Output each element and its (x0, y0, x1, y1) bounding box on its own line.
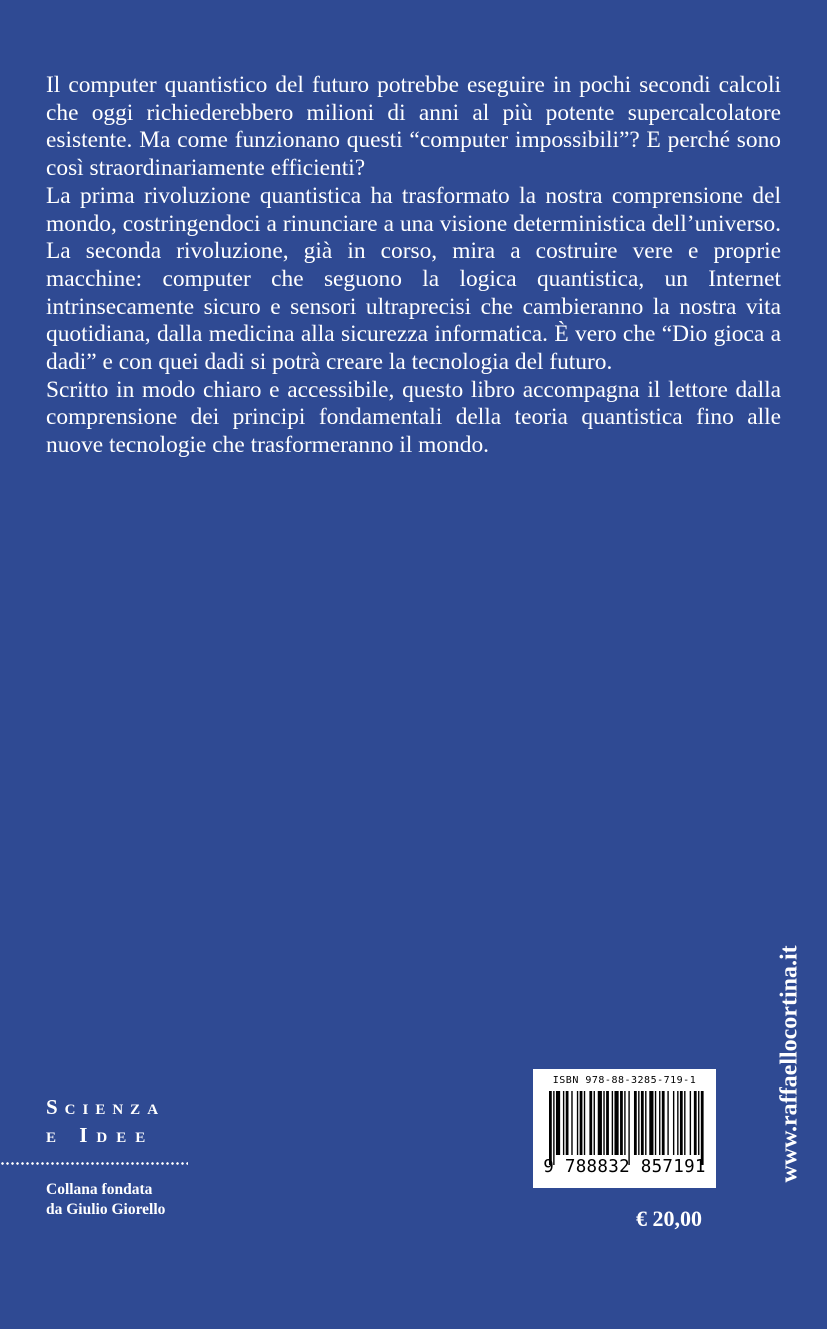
barcode-bar (649, 1091, 653, 1155)
back-cover-blurb (46, 72, 781, 460)
barcode-bar (571, 1091, 572, 1155)
isbn-label: ISBN 978-88-3285-719-1 (552, 1075, 697, 1086)
price-label: € 20,00 (636, 1206, 702, 1231)
barcode-bar (694, 1091, 697, 1155)
series-name-line-2: e Idee (46, 1123, 155, 1147)
barcode-bar (634, 1091, 637, 1155)
barcode-bar (598, 1091, 602, 1155)
barcode-bar (684, 1091, 685, 1155)
publisher-website: www.raffaellocortina.it (776, 945, 803, 1183)
barcode-bar (580, 1091, 583, 1155)
barcode-bar (667, 1091, 668, 1155)
blurb-paragraph-1: Il computer quantistico del futuro potrebbe eseguire in pochi secondi calcoli che oggi richiederebbero milioni di anni al più potente supercalcolatore esistente. Ma come funzionano questi “computer impossibili”? E perché sono così straordinariamente efficienti? (46, 72, 781, 182)
barcode-bar (673, 1091, 674, 1155)
barcode-bar (645, 1091, 646, 1155)
barcode-bar (549, 1091, 552, 1165)
barcode-bar (628, 1091, 629, 1165)
series-name-line-1: Scienza (46, 1095, 166, 1119)
barcode-bar (614, 1091, 618, 1155)
barcode-bar (556, 1091, 560, 1155)
barcode-bar (701, 1091, 704, 1165)
barcode-bar (638, 1091, 639, 1155)
barcode-bar (655, 1091, 656, 1155)
barcode-bar (566, 1091, 569, 1155)
barcode-bar (690, 1091, 691, 1155)
barcode-bar (553, 1091, 554, 1165)
barcode-bar (589, 1091, 592, 1155)
barcode-bar (641, 1091, 644, 1155)
barcode-bar (612, 1091, 613, 1155)
barcode-bar (698, 1091, 699, 1155)
barcode-bar (620, 1091, 623, 1155)
founder-line-1: Collana fondata (46, 1181, 153, 1198)
series-founder-note (46, 1180, 165, 1220)
barcode-bars (549, 1091, 705, 1165)
isbn-barcode (533, 1069, 716, 1188)
barcode-bar (563, 1091, 564, 1155)
series-block (46, 1093, 188, 1149)
dotted-divider (0, 1162, 188, 1165)
barcode-bar (624, 1091, 625, 1155)
barcode-bar (606, 1091, 609, 1155)
barcode-bar (677, 1091, 678, 1155)
ean-digits: 9 788832 857191 (543, 1157, 706, 1177)
barcode-bar (680, 1091, 683, 1155)
barcode-bar (603, 1091, 604, 1155)
blurb-paragraph-3: Scritto in modo chiaro e accessibile, questo libro accompagna il lettore dalla comprensione dei principi fondamentali della teoria quantistica fino alle nuove tecnologie che trasformeranno il mondo. (46, 376, 781, 459)
founder-line-2: da Giulio Giorello (46, 1201, 166, 1218)
barcode-bar (662, 1091, 665, 1155)
blurb-paragraph-2: La prima rivoluzione quantistica ha trasformato la nostra comprensione del mondo, costringendoci a rinunciare a una visione deterministica dell’universo. La seconda rivoluzione, già in corso, mira a costruire vere e proprie macchine: computer che seguono la logica quantistica, un Internet intrinsecamente sicuro e sensori ultraprecisi che cambieranno la nostra vita quotidiana, dalla medicina alla sicurezza informatica. È vero che “Dio gioca a dadi” e con quei dadi si potrà creare la tecnologia del futuro. (46, 182, 781, 376)
barcode-bar (659, 1091, 660, 1155)
barcode-bar (594, 1091, 595, 1155)
barcode-bar (584, 1091, 585, 1155)
barcode-bar (577, 1091, 578, 1155)
